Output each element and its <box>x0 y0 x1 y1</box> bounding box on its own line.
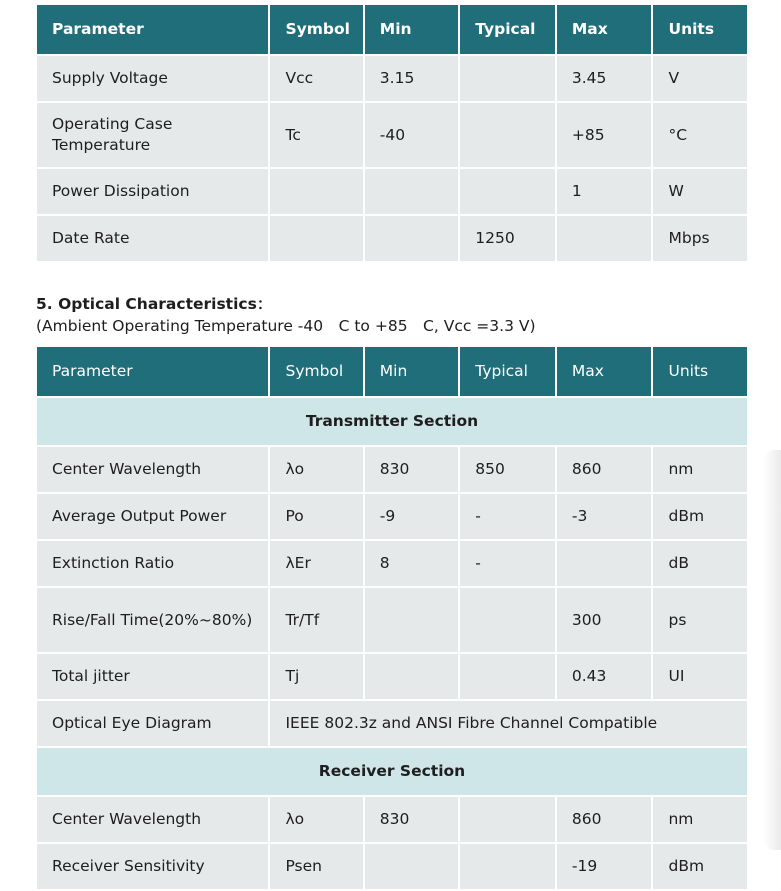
cell-max: +85 <box>556 102 653 168</box>
cell-max: -19 <box>556 843 653 890</box>
cell-symbol: λo <box>269 796 363 843</box>
table-header-row <box>36 346 748 397</box>
cell-min: -9 <box>364 493 459 540</box>
cell-parameter: Receiver Sensitivity <box>36 843 269 890</box>
cell-typical: 1250 <box>459 215 556 262</box>
cell-typical <box>459 102 556 168</box>
header-symbol: Symbol <box>269 346 363 397</box>
cell-eye-diagram-value: IEEE 802.3z and ANSI Fibre Channel Compatible <box>269 700 748 747</box>
cell-parameter: Operating Case Temperature <box>36 102 269 168</box>
cell-symbol: Tr/Tf <box>269 587 363 653</box>
table-row <box>36 843 748 890</box>
section-title: 5. Optical Characteristics： <box>36 295 273 313</box>
cell-units: nm <box>652 796 748 843</box>
header-typical: Typical <box>459 4 556 55</box>
header-max: Max <box>556 4 653 55</box>
optical-spec-table <box>35 345 749 891</box>
cell-min: -40 <box>364 102 459 168</box>
cell-units: ps <box>652 587 748 653</box>
cell-max: 3.45 <box>556 55 653 102</box>
table-row <box>36 653 748 700</box>
receiver-section-label: Receiver Section <box>36 747 748 796</box>
cell-typical <box>459 796 556 843</box>
cell-units: UI <box>652 653 748 700</box>
cell-min: 3.15 <box>364 55 459 102</box>
cell-symbol: Po <box>269 493 363 540</box>
table-row <box>36 215 748 262</box>
cell-max: 1 <box>556 168 653 215</box>
cell-parameter: Center Wavelength <box>36 446 269 493</box>
cell-symbol <box>269 168 363 215</box>
header-typical: Typical <box>459 346 556 397</box>
cell-parameter: Center Wavelength <box>36 796 269 843</box>
table-row <box>36 168 748 215</box>
transmitter-section-row <box>36 397 748 446</box>
header-max: Max <box>556 346 653 397</box>
section-conditions: (Ambient Operating Temperature -40 C to +85 C, Vcc =3.3 V) <box>36 317 536 335</box>
cell-typical: - <box>459 540 556 587</box>
cell-symbol: Vcc <box>269 55 363 102</box>
header-units: Units <box>652 4 748 55</box>
cell-units: Mbps <box>652 215 748 262</box>
header-min: Min <box>364 4 459 55</box>
cell-min: 830 <box>364 446 459 493</box>
cell-units: W <box>652 168 748 215</box>
header-parameter: Parameter <box>36 346 269 397</box>
table-row <box>36 700 748 747</box>
table-row <box>36 587 748 653</box>
transmitter-section-label: Transmitter Section <box>36 397 748 446</box>
cell-parameter: Supply Voltage <box>36 55 269 102</box>
cell-max <box>556 540 653 587</box>
cell-min <box>364 587 459 653</box>
header-parameter: Parameter <box>36 4 269 55</box>
table-row <box>36 540 748 587</box>
cell-units: nm <box>652 446 748 493</box>
cell-units: dB <box>652 540 748 587</box>
cell-symbol: Tj <box>269 653 363 700</box>
cell-symbol <box>269 215 363 262</box>
cell-units: dBm <box>652 843 748 890</box>
cell-units: V <box>652 55 748 102</box>
cell-max: 860 <box>556 796 653 843</box>
cell-typical <box>459 168 556 215</box>
cell-max: -3 <box>556 493 653 540</box>
cell-parameter: Optical Eye Diagram <box>36 700 269 747</box>
table-header-row <box>36 4 748 55</box>
cell-parameter: Rise/Fall Time(20%~80%) <box>36 587 269 653</box>
cell-min <box>364 653 459 700</box>
cell-max: 860 <box>556 446 653 493</box>
cell-typical: - <box>459 493 556 540</box>
cell-typical <box>459 587 556 653</box>
table-row <box>36 493 748 540</box>
cell-max: 0.43 <box>556 653 653 700</box>
cell-parameter: Extinction Ratio <box>36 540 269 587</box>
cell-parameter: Total jitter <box>36 653 269 700</box>
cell-min <box>364 168 459 215</box>
cell-typical <box>459 55 556 102</box>
cell-min <box>364 843 459 890</box>
table-row <box>36 102 748 168</box>
header-symbol: Symbol <box>269 4 363 55</box>
cell-typical <box>459 653 556 700</box>
scroll-edge-shadow <box>763 450 781 850</box>
cell-symbol: Psen <box>269 843 363 890</box>
header-min: Min <box>364 346 459 397</box>
cell-units: °C <box>652 102 748 168</box>
cell-parameter: Average Output Power <box>36 493 269 540</box>
cell-symbol: Tc <box>269 102 363 168</box>
cell-typical <box>459 843 556 890</box>
table-row <box>36 446 748 493</box>
receiver-section-row <box>36 747 748 796</box>
cell-units: dBm <box>652 493 748 540</box>
cell-parameter: Date Rate <box>36 215 269 262</box>
electrical-spec-table <box>35 3 749 263</box>
cell-min: 830 <box>364 796 459 843</box>
cell-max: 300 <box>556 587 653 653</box>
cell-min: 8 <box>364 540 459 587</box>
cell-parameter: Power Dissipation <box>36 168 269 215</box>
cell-symbol: λo <box>269 446 363 493</box>
cell-symbol: λEr <box>269 540 363 587</box>
header-units: Units <box>652 346 748 397</box>
cell-min <box>364 215 459 262</box>
cell-typical: 850 <box>459 446 556 493</box>
table-row <box>36 55 748 102</box>
table-row <box>36 796 748 843</box>
cell-max <box>556 215 653 262</box>
